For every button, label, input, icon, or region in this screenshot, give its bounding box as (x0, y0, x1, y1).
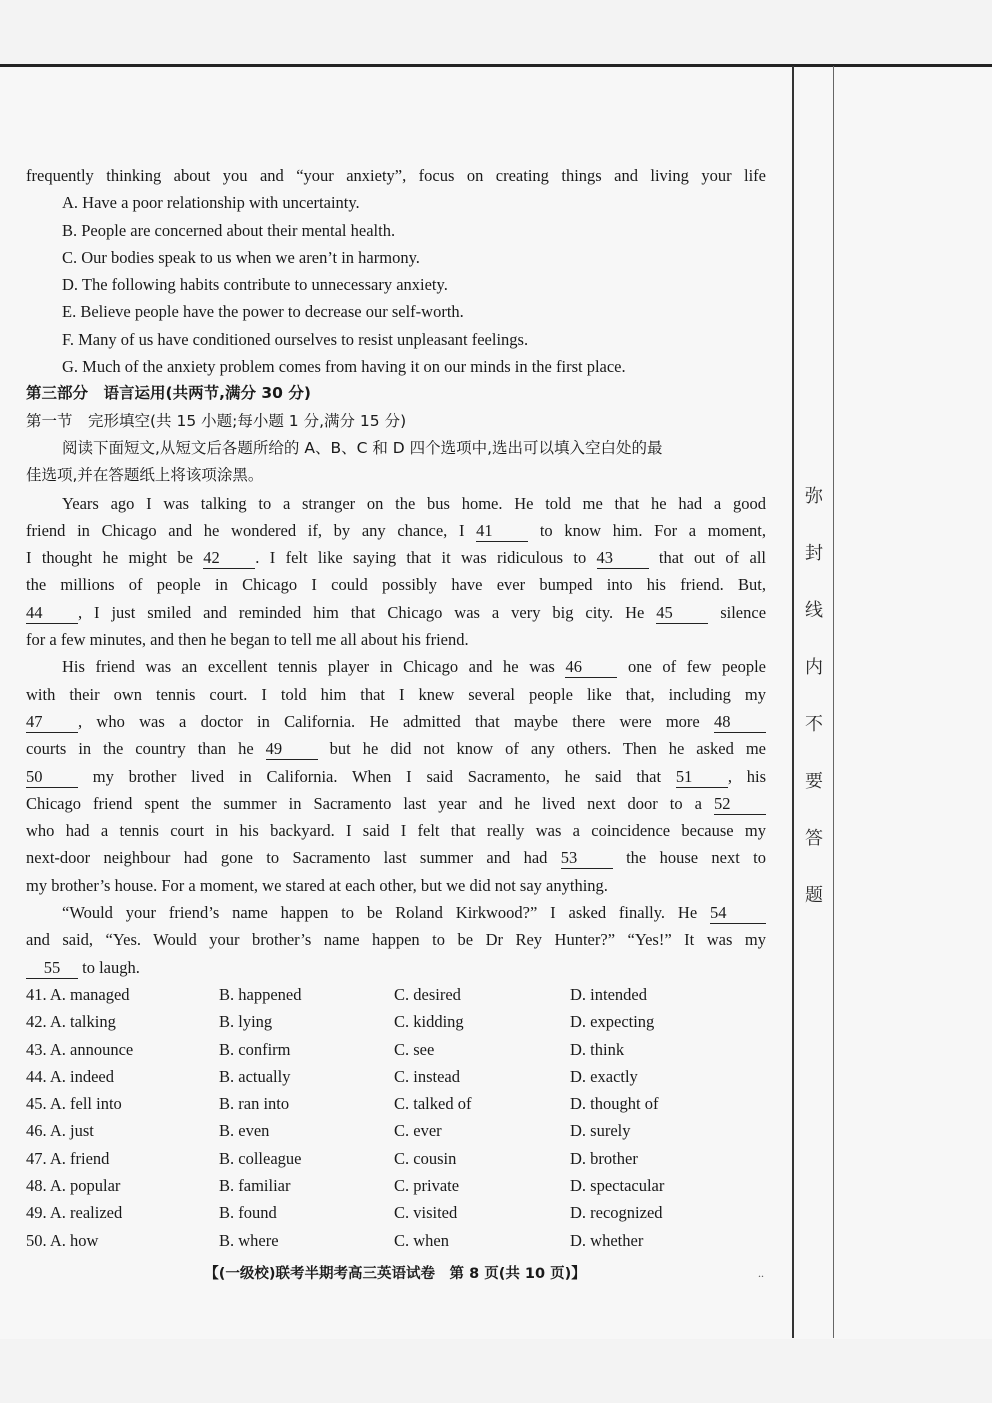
option-sentence: G. Much of the anxiety problem comes from having it on our minds in the first place. (62, 357, 626, 377)
instruction-text: 佳选项,并在答题纸上将该项涂黑。 (26, 466, 264, 485)
binding-line (792, 66, 794, 1338)
binding-line-inner (833, 66, 834, 1338)
blank-51: 51 (676, 767, 728, 788)
passage-line: 50 my brother lived in California. When I said Sacramento, he said that 51 , his (26, 766, 766, 786)
blank-42: 42 (203, 548, 255, 569)
passage-line: who had a tennis court in his backyard. I said I felt that really was a coincidence because my (26, 821, 766, 841)
passage-line: 44 , I just smiled and reminded him that Chicago was a very big city. He 45 silence (26, 602, 766, 622)
passage-line: Chicago friend spent the summer in Sacramento last year and he lived next door to a 52 (26, 790, 766, 817)
question-options-46: 46. A. just B. even C. ever D. surely (26, 1121, 631, 1141)
option-sentence: F. Many of us have conditioned ourselves to resist unpleasant feelings. (62, 329, 529, 349)
question-options-41: 41. A. managed B. happened C. desired D. intended (26, 984, 647, 1004)
question-options-48: 48. A. popular B. familiar C. private D. spectacular (26, 1175, 665, 1195)
seal-line-notice (796, 488, 832, 944)
blank-43: 43 (597, 548, 649, 569)
blank-41: 41 (476, 521, 528, 542)
section-heading: 第一节 完形填空(共 15 小题;每小题 1 分,满分 15 分) (26, 411, 407, 430)
question-options-42: 42. A. talking B. lying C. kidding D. expecting (26, 1012, 655, 1032)
blank-44: 44 (26, 603, 78, 624)
option-sentence: E. Believe people have the power to decrease our self-worth. (62, 302, 464, 322)
passage-line: 55 to laugh. (26, 954, 766, 981)
page-content (26, 162, 766, 1254)
seal-char: 不 (805, 714, 823, 735)
passage-line: for a few minutes, and then he began to tell me all about his friend. (26, 630, 469, 650)
blank-53: 53 (561, 848, 613, 869)
blank-45: 45 (656, 603, 708, 624)
blank-48: 48 (714, 712, 766, 733)
option-sentence: D. The following habits contribute to unnecessary anxiety. (62, 275, 448, 295)
option-sentence: C. Our bodies speak to us when we aren’t in harmony. (62, 247, 420, 267)
passage-line: Years ago I was talking to a stranger on the bus home. He told me that he had a good (62, 493, 766, 513)
passage-line: friend in Chicago and he wondered if, by any chance, I 41 to know him. For a moment, (26, 520, 766, 540)
blank-49: 49 (266, 739, 318, 760)
blank-50: 50 (26, 767, 78, 788)
question-options-49: 49. A. realized B. found C. visited D. recognized (26, 1203, 663, 1223)
blank-47: 47 (26, 712, 78, 733)
blank-52: 52 (714, 794, 766, 815)
passage-line: the millions of people in Chicago I could possibly have ever bumped into his friend. But, (26, 575, 766, 595)
seal-char: 要 (805, 771, 823, 792)
question-options-47: 47. A. friend B. colleague C. cousin D. brother (26, 1148, 638, 1168)
seal-char: 题 (805, 885, 823, 906)
passage-line: 47 , who was a doctor in California. He admitted that maybe there were more 48 (26, 708, 766, 735)
seal-char: 弥 (805, 486, 823, 507)
passage-line: with their own tennis court. I told him that I knew several people like that, including my (26, 684, 766, 704)
passage-line: “Would your friend’s name happen to be Roland Kirkwood?” I asked finally. He 54 (26, 899, 766, 926)
option-sentence: A. Have a poor relationship with uncertainty. (62, 193, 360, 213)
question-options-50: 50. A. how B. where C. when D. whether (26, 1230, 644, 1250)
option-sentence: B. People are concerned about their mental health. (62, 220, 396, 240)
continued-text: frequently thinking about you and “your anxiety”, focus on creating things and living your life (26, 166, 766, 185)
part-heading: 第三部分 语言运用(共两节,满分 30 分) (26, 384, 311, 403)
question-options-43: 43. A. announce B. confirm C. see D. think (26, 1039, 625, 1059)
instruction-text: 阅读下面短文,从短文后各题所给的 A、B、C 和 D 四个选项中,选出可以填入空白处的最 (62, 438, 663, 457)
seal-char: 线 (805, 600, 823, 621)
footer-dots: .. (758, 1266, 764, 1280)
question-options-44: 44. A. indeed B. actually C. instead D. exactly (26, 1066, 638, 1086)
passage-line: next-door neighbour had gone to Sacramento last summer and had 53 the house next to (26, 848, 766, 868)
passage-line: His friend was an excellent tennis player in Chicago and he was 46 one of few people (62, 657, 766, 677)
seal-char: 内 (805, 657, 823, 678)
question-options-45: 45. A. fell into B. ran into C. talked of D. thought of (26, 1094, 659, 1114)
blank-54: 54 (710, 903, 766, 924)
seal-char: 封 (805, 543, 823, 564)
seal-char: 答 (805, 828, 823, 849)
passage-line: I thought he might be 42 . I felt like saying that it was ridiculous to 43 that out of all (26, 548, 766, 568)
passage-line: courts in the country than he 49 but he did not know of any others. Then he asked me (26, 739, 766, 759)
blank-46: 46 (565, 657, 617, 678)
passage-line: and said, “Yes. Would your brother’s name happen to be Dr Rey Hunter?” “Yes!” It was my (26, 930, 766, 950)
blank-55: 55 (26, 958, 78, 979)
passage-line: my brother’s house. For a moment, we stared at each other, but we did not say anything. (26, 875, 608, 895)
page-footer: 【(一级校)联考半期考高三英语试卷 第 8 页(共 10 页)】 (204, 1266, 586, 1282)
